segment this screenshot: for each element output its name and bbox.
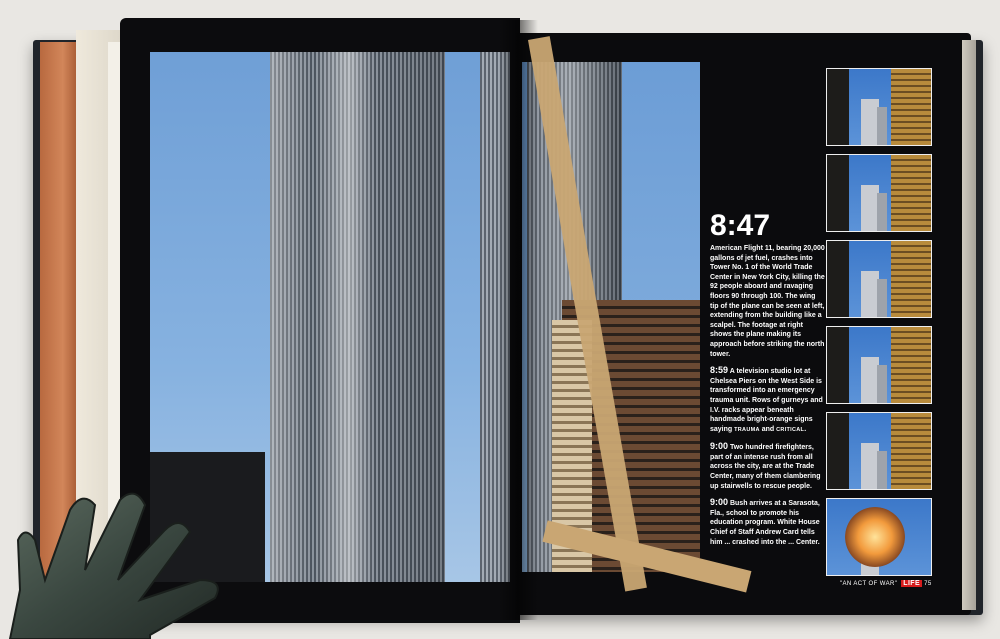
video-frame: [826, 68, 932, 146]
video-frame-explosion: [826, 498, 932, 576]
video-frame: [826, 412, 932, 490]
entry-text: .: [804, 425, 807, 433]
book-gutter: [498, 20, 538, 620]
entry-smallcaps: CRITICAL: [776, 426, 805, 433]
entry-text: and: [759, 425, 777, 433]
timeline-column: [710, 210, 825, 554]
entry-time: 9:00: [710, 497, 729, 508]
timeline-entry: [710, 498, 825, 547]
bronze-hand-sculpture: [0, 470, 240, 639]
entry-text: Bush arrives at a Sarasota, Fla., school to promote his education program. White House Chief of Staff Andrew Card tells him ... crashed into the ... Center.: [710, 500, 820, 546]
video-frame: [826, 154, 932, 232]
timeline-entry: [710, 442, 825, 491]
page-footer: [840, 580, 932, 587]
video-frame: [826, 240, 932, 318]
entry-smallcaps: TRAUMA: [734, 426, 760, 433]
video-frame-strip: [826, 68, 932, 584]
footer-section: "AN ACT OF WAR": [840, 581, 898, 587]
tower-highlight: [270, 52, 445, 582]
entry-time: 8:59: [710, 365, 729, 376]
entry-text: Two hundred firefighters, part of an intense rush from all across the city, are at the Trade Center, many of them clambering up stairwells to rescue people.: [710, 444, 821, 490]
video-frame: [826, 326, 932, 404]
entry-text: American Flight 11, bearing 20,000 gallons of jet fuel, crashes into Tower No. 1 of the World Trade Center in New York City, killing the 92 people aboard and ravaging floors 90 through 100. The wing tip of the plane can be seen at left, extending from the building like a scalpel. The footage at right shows the plane making its approach before striking the north tower.: [710, 245, 825, 358]
entry-text: A television studio lot at Chelsea Piers on the West Side is transformed into an emergency trauma unit. Rows of gurneys and I.V. racks appear beneath handmade bright-orange signs saying: [710, 368, 823, 433]
timeline-entry: [710, 366, 825, 435]
entry-time-headline: 8:47: [710, 209, 771, 242]
page-edges-right: [962, 40, 976, 610]
page-number: 75: [924, 581, 932, 587]
entry-time: 9:00: [710, 441, 729, 452]
life-logo: LIFE: [903, 580, 921, 587]
